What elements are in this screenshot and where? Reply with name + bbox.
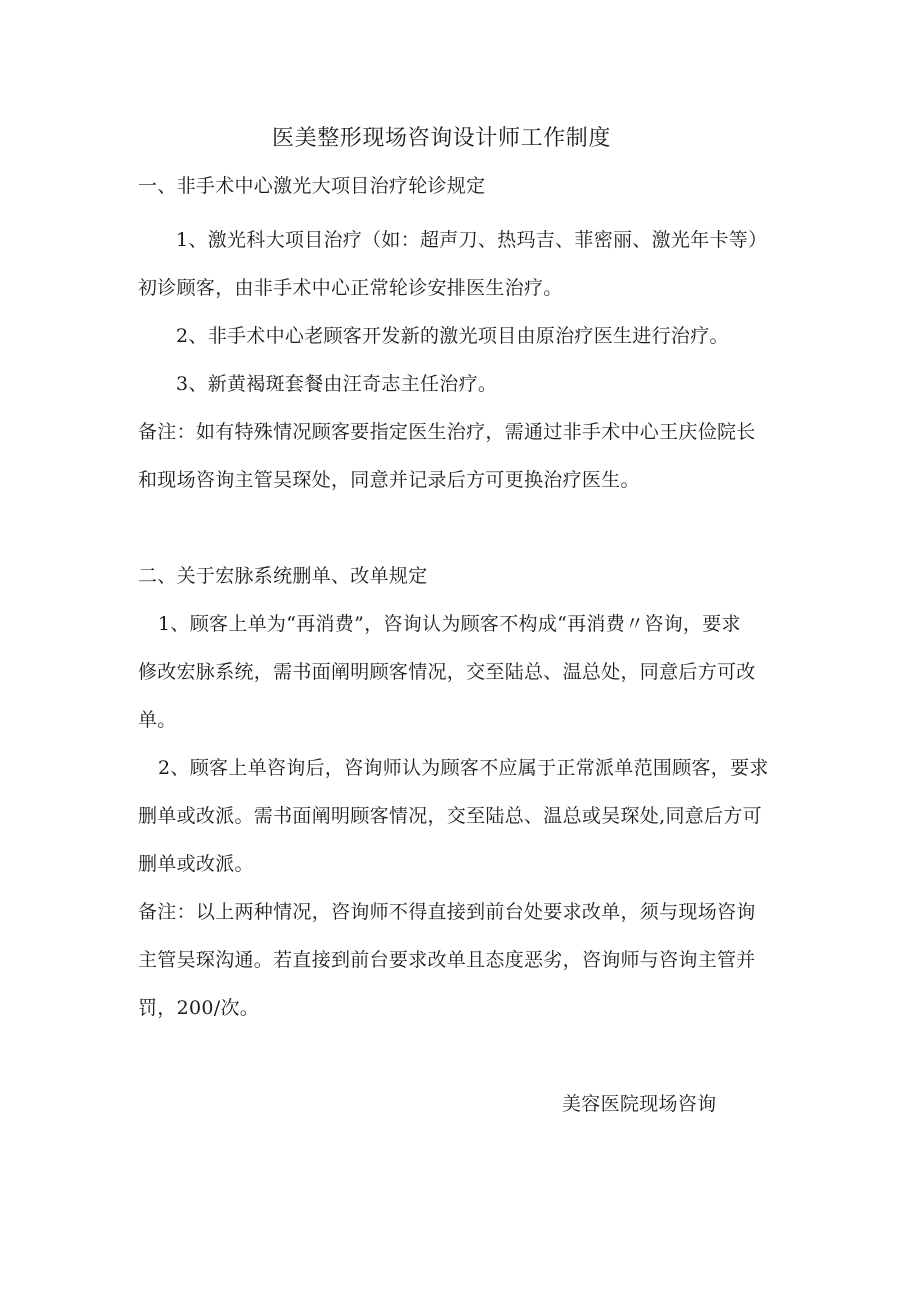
section2-item2-line1: 2、顾客上单咨询后，咨询师认为顾客不应属于正常派单范围顾客，要求 <box>158 757 769 779</box>
section2-note-line3: 罚，200/次。 <box>138 997 260 1019</box>
section2-item1-line1: 1、顾客上单为“再消费”，咨询认为顾客不构成“再消费〃咨询，要求 <box>158 613 741 635</box>
section1-item3: 3、新黄褐斑套餐由汪奇志主任治疗。 <box>176 373 498 395</box>
section2-item2-line2: 删单或改派。需书面阐明顾客情况，交至陆总、温总或吴琛处,同意后方可 <box>138 805 762 827</box>
section1-heading: 一、非手术中心激光大项目治疗轮诊规定 <box>138 175 486 197</box>
section2-note-line1: 备注：以上两种情况，咨询师不得直接到前台处要求改单，须与现场咨询 <box>138 901 756 923</box>
section1-item2: 2、非手术中心老顾客开发新的激光项目由原治疗医生进行治疗。 <box>176 325 729 347</box>
section2-item1-line2: 修改宏脉系统，需书面阐明顾客情况，交至陆总、温总处，同意后方可改 <box>138 661 756 683</box>
section1-note-line1: 备注：如有特殊情况顾客要指定医生治疗，需通过非手术中心王庆俭院长 <box>138 421 756 443</box>
section2-note-line2: 主管吴琛沟通。若直接到前台要求改单且态度恶劣，咨询师与咨询主管并 <box>138 949 756 971</box>
section2-item1-line3: 单。 <box>138 709 177 731</box>
signature: 美容医院现场咨询 <box>562 1093 717 1115</box>
section1-item1-line1: 1、激光科大项目治疗（如：超声刀、热玛吉、菲密丽、激光年卡等） <box>176 229 768 251</box>
section2-item2-line3: 删单或改派。 <box>138 853 254 875</box>
section1-item1-line2: 初诊顾客，由非手术中心正常轮诊安排医生治疗。 <box>138 277 563 299</box>
document-title: 医美整形现场咨询设计师工作制度 <box>272 126 612 151</box>
section2-heading: 二、关于宏脉系统删单、改单规定 <box>138 565 428 587</box>
section1-note-line2: 和现场咨询主管吴琛处，同意并记录后方可更换治疗医生。 <box>138 469 640 491</box>
